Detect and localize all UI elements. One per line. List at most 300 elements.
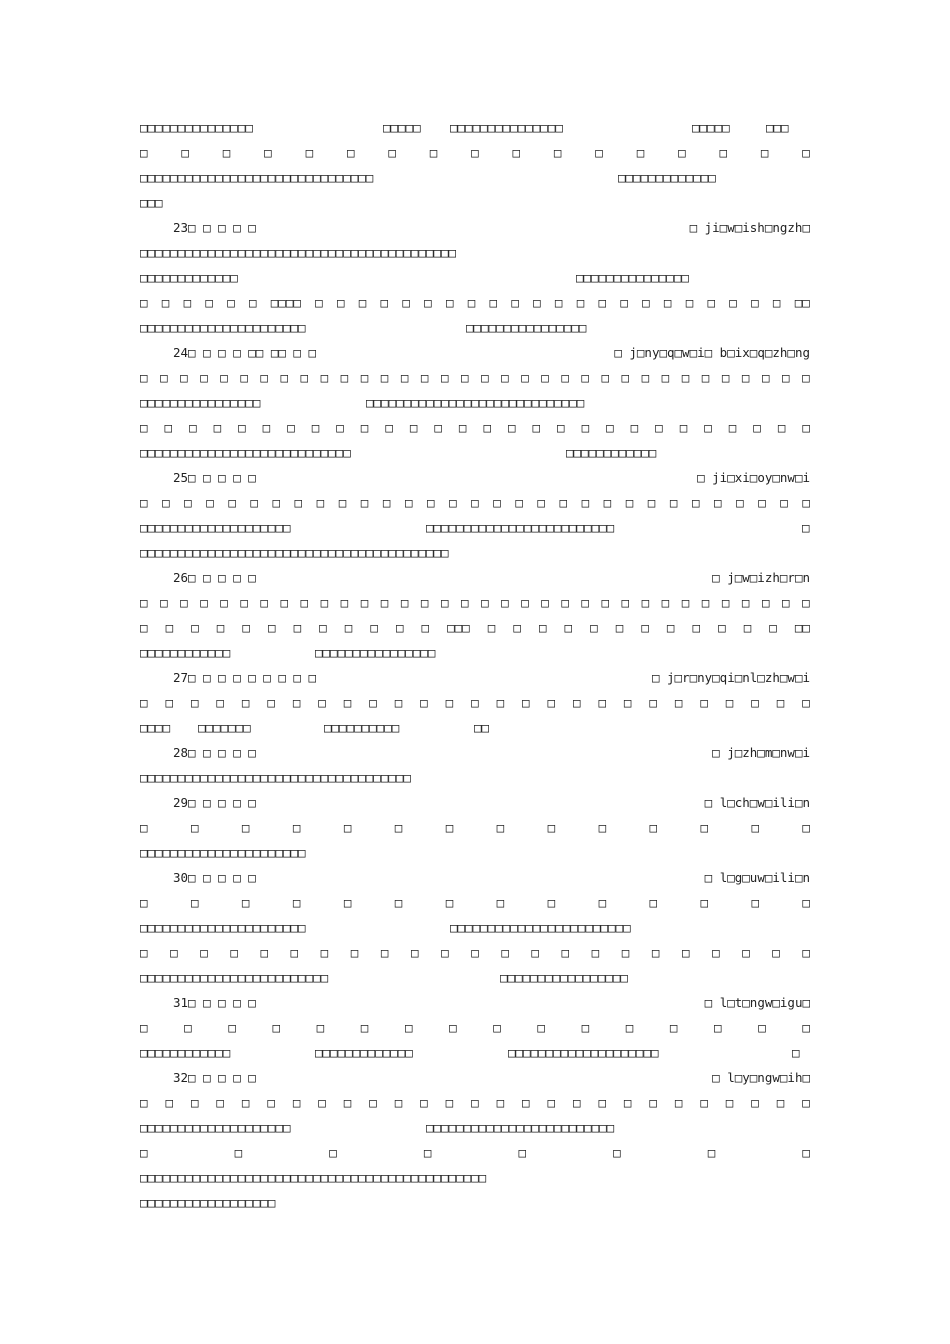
entry-pinyin: □ j□r□ny□qi□nl□zh□w□i [651,670,810,685]
glyph: □ [260,945,268,960]
glyph: □ [712,945,720,960]
entry-pinyin: □ j□ny□q□w□i□ b□ix□q□zh□ng [614,345,810,360]
glyph: □ [641,370,650,385]
glyph: □ [590,620,598,635]
glyph: □ [440,595,449,610]
glyph: □ [681,945,690,960]
glyph: □ [445,1095,454,1110]
glyph: □ [292,695,301,710]
glyph: □ [621,595,630,610]
glyph: □ [496,1095,505,1110]
glyph: □ [802,595,810,610]
glyph: □ [140,1095,148,1110]
glyph: □ [553,145,562,160]
glyph: □ [140,895,148,910]
glyph: □ [311,420,320,435]
entry-pinyin: □ j□w□izh□r□n [712,570,810,585]
glyph: □ [293,620,302,635]
text-line-spread [140,818,810,838]
glyph: □ [518,1145,527,1160]
glyph: □ [557,420,565,435]
glyph: □ [305,145,314,160]
glyph: □ [701,370,710,385]
glyph: □ [581,495,590,510]
text-line-spread [140,418,810,438]
glyph: □ [572,695,581,710]
glyph: □ [501,370,509,385]
glyph: □ [541,595,549,610]
glyph: □ [180,370,188,385]
entry-number: 26□ □ □ □ □ [173,570,256,585]
glyph: □ [725,1095,734,1110]
glyph: □ [725,695,734,710]
text-line: □□□□□□□□□□□□□□□□□□□□□□ □□□□□□□□□□□□□□□□□□□□□□□□ [140,920,631,935]
glyph: □ [300,370,309,385]
glyph: □ [434,420,442,435]
glyph: □ [802,495,810,510]
glyph: □ [532,420,541,435]
text-line: □□□□□□□□□□□□□□□□□□□□ □□□□□□□□□□□□□□□□□□□□□□□□□ □ [140,520,810,535]
glyph: □ [320,945,329,960]
text-line: □□□□□□□□□□□□□□□□□□□□□□□□□□□□ □□□□□□□□□□□□ [140,445,657,460]
glyph: □ [674,1095,683,1110]
glyph: □ [260,370,268,385]
glyph: □ [481,595,489,610]
glyph: □ [445,895,454,910]
glyph: □ [344,620,353,635]
glyph: □ [140,495,148,510]
glyph: □ [572,1095,581,1110]
glyph: □ [559,495,568,510]
glyph: □ [753,420,761,435]
glyph: □ [483,420,491,435]
glyph: □ [691,495,700,510]
glyph: □ [294,495,303,510]
glyph: □ [184,495,192,510]
entry-pinyin: □ l□t□ngw□igu□ [704,995,810,1010]
glyph: □ [606,420,614,435]
glyph: □ [669,495,678,510]
glyph: □ [630,420,639,435]
glyph: □ [267,620,276,635]
glyph: □ [471,495,479,510]
glyph: □ [649,820,658,835]
glyph: □ [240,370,248,385]
entry-number: 30□ □ □ □ □ [173,870,256,885]
glyph: □ [343,895,352,910]
glyph: □ [581,370,589,385]
glyph: □ [140,295,148,310]
glyph: □ [714,495,722,510]
glyph: □ [772,945,780,960]
glyph: □ [140,1020,148,1035]
glyph: □ [240,595,248,610]
glyph: □ [802,820,810,835]
glyph: □ [701,595,710,610]
glyph: □ [489,295,498,310]
glyph: □ [267,1095,275,1110]
glyph: □ [700,820,709,835]
glyph: □ [471,1095,479,1110]
glyph: □ [661,595,670,610]
glyph: □ [382,495,391,510]
glyph: □ [189,420,197,435]
glyph: □ [728,420,737,435]
glyph: □ [704,420,712,435]
glyph: □ [421,620,430,635]
glyph: □ [685,295,694,310]
glyph: □ [595,145,603,160]
text-line-spread [140,1093,810,1113]
glyph: □ [802,1145,810,1160]
glyph: □ [742,945,750,960]
glyph: □ [561,595,569,610]
glyph: □ [420,370,429,385]
glyph: □ [681,370,690,385]
glyph: □ [165,1095,173,1110]
glyph: □ [358,295,367,310]
glyph: □ [262,420,271,435]
glyph: □ [591,945,600,960]
glyph: □ [512,145,521,160]
glyph: □ [547,695,556,710]
glyph: □ [316,495,325,510]
glyph: □ [404,495,413,510]
glyph: □ [190,895,199,910]
glyph: □ [655,420,663,435]
glyph: □ [410,945,419,960]
glyph: □ [230,945,238,960]
glyph: □ [336,295,345,310]
glyph: □ [400,595,409,610]
glyph: □ [496,895,505,910]
text-line: □□□□□□□□□□□□□□□□□□□□□□□□□□□□□□□□□□□□□□□□□□□□□□ [140,1170,487,1185]
glyph: □ [242,620,250,635]
glyph: □ [170,945,178,960]
glyph: □□ [794,620,810,635]
entry-27-heading [140,668,810,688]
glyph: □ [343,1095,352,1110]
glyph: □ [360,370,369,385]
glyph: □ [200,945,208,960]
glyph: □ [581,420,590,435]
glyph: □ [758,1020,766,1035]
glyph: □ [760,145,769,160]
entry-number: 24□ □ □ □ □□ □□ □ □ [173,345,316,360]
glyph: □ [700,1095,708,1110]
glyph: □ [615,620,624,635]
glyph: □ [620,295,628,310]
glyph: □ [598,895,607,910]
entry-24-heading [140,343,810,363]
glyph: □ [440,370,449,385]
glyph: □ [541,370,549,385]
glyph: □ [669,1020,678,1035]
glyph: □ [222,145,231,160]
text-line: □□□□ □□□□□□□ □□□□□□□□□□ □□ [140,720,490,735]
glyph: □ [776,695,785,710]
glyph: □ [729,295,737,310]
glyph: □ [601,370,609,385]
glyph: □ [140,420,148,435]
glyph: □ [501,595,509,610]
entry-31-heading [140,993,810,1013]
glyph: □ [802,895,810,910]
glyph: □ [647,495,656,510]
glyph: □ [394,895,403,910]
text-line: □□□□□□□□□□□□□ □□□□□□□□□□□□□□□ [140,270,689,285]
glyph: □ [598,1095,606,1110]
glyph: □ [213,420,222,435]
glyph: □ [700,695,708,710]
glyph: □ [751,1095,759,1110]
glyph: □ [802,370,810,385]
glyph: □ [461,370,469,385]
text-line: □□□□□□□□□□□□□□□□□□□□□□ □□□□□□□□□□□□□□□□ [140,320,587,335]
glyph: □ [241,695,250,710]
glyph: □ [636,145,645,160]
glyph: □ [719,145,727,160]
glyph: □ [802,945,810,960]
glyph: □ [220,370,228,385]
glyph: □ [420,595,429,610]
text-line: □□□ [140,195,163,210]
glyph: □ [547,895,556,910]
glyph: □ [623,1095,632,1110]
entry-30-heading [140,868,810,888]
text-line: □□□□□□□□□□□□□□□□ □□□□□□□□□□□□□□□□□□□□□□□□□□□□□ [140,395,585,410]
glyph: □ [471,145,479,160]
glyph: □ [318,695,326,710]
glyph: □ [471,695,479,710]
glyph: □ [369,695,377,710]
glyph: □ [267,695,275,710]
text-line-spread [140,368,810,388]
text-line: □□□□□□□□□□□□□□□□□□□□□□□□□□□□□□□□□□□□ [140,770,411,785]
glyph: □ [343,695,352,710]
glyph: □ [190,820,199,835]
glyph: □ [661,370,670,385]
glyph: □ [264,145,272,160]
glyph: □ [423,1145,432,1160]
glyph: □ [481,370,489,385]
glyph: □ [287,420,295,435]
entry-number: 29□ □ □ □ □ [173,795,256,810]
text-line: □□□□□□□□□□□□□□□□□□□□□□□□□□□□□□□□□□□□□□□□□□ [140,245,457,260]
glyph: □ [751,895,759,910]
glyph: □ [369,1095,377,1110]
glyph: □ [272,495,280,510]
glyph: □ [318,1095,326,1110]
glyph: □ [320,595,329,610]
glyph: □ [360,420,369,435]
glyph: □ [445,295,454,310]
glyph: □ [547,1095,556,1110]
glyph: □ [554,295,563,310]
glyph: □ [445,695,454,710]
glyph: □□□□ [270,295,301,310]
glyph: □ [190,1095,199,1110]
glyph: □ [216,695,224,710]
glyph: □ [241,895,250,910]
glyph: □ [183,295,192,310]
glyph: □ [280,370,288,385]
glyph: □ [547,820,556,835]
text-line-spread [140,943,810,963]
glyph: □ [385,420,393,435]
glyph: □ [190,695,199,710]
entry-25-heading [140,468,810,488]
glyph: □ [388,145,396,160]
glyph: □ [216,1095,224,1110]
glyph: □ [162,495,170,510]
glyph: □ [761,595,770,610]
glyph: □ [741,595,750,610]
glyph: □ [769,620,777,635]
entry-pinyin: □ j□zh□m□nw□i [712,745,810,760]
glyph: □ [216,620,225,635]
glyph: □ [272,1020,280,1035]
glyph: □ [649,695,657,710]
text-line: □□□□□□□□□□□□□□□□□□□□□□□□□□□□□□□ □□□□□□□□□□□□□ [140,170,716,185]
glyph: □ [496,820,505,835]
glyph: □ [180,595,188,610]
glyph: □ [649,1095,657,1110]
glyph: □ [678,145,686,160]
text-line: □□□□□□□□□□□□□□□ □□□□□ □□□□□□□□□□□□□□□ □□□□□ □□□ [140,120,789,135]
glyph: □ [641,595,650,610]
glyph: □ [623,695,632,710]
glyph: □ [370,620,378,635]
glyph: □ [184,1020,192,1035]
text-line: □□□□□□□□□□□□□□□□□□□□□□□□□□□□□□□□□□□□□□□□□ [140,545,449,560]
glyph: □ [429,145,438,160]
glyph: □ [402,295,410,310]
text-line: □□□□□□□□□□□□□□□□□□□□□□ [140,845,306,860]
glyph: □ [521,595,529,610]
glyph: □ [642,295,650,310]
text-line-spread [140,893,810,913]
glyph: □ [316,1020,325,1035]
entry-29-heading [140,793,810,813]
entry-pinyin: □ ji□xi□oy□nw□i [697,470,810,485]
glyph: □ [140,370,148,385]
glyph: □ [140,1145,148,1160]
text-line: □□□□□□□□□□□□□□□□□□□□ □□□□□□□□□□□□□□□□□□□□□□□□□ [140,1120,615,1135]
glyph: □ [538,620,547,635]
glyph: □ [395,620,404,635]
glyph: □ [205,295,213,310]
glyph: □ [679,420,688,435]
glyph: □ [380,595,389,610]
glyph: □ [140,620,148,635]
glyph: □ [782,370,790,385]
glyph: □ [140,820,148,835]
glyph: □ [613,1145,621,1160]
glyph: □ [191,620,199,635]
glyph: □ [598,295,607,310]
entry-number: 23□ □ □ □ □ [173,220,256,235]
glyph: □ [564,620,573,635]
glyph: □ [409,420,418,435]
text-line: □□□□□□□□□□□□□□□□□□□□□□□□□ □□□□□□□□□□□□□□□□□ [140,970,628,985]
glyph: □ [160,370,168,385]
glyph: □ [320,370,329,385]
glyph: □ [400,370,409,385]
glyph: □ [802,420,810,435]
glyph: □ [360,595,369,610]
glyph: □ [521,370,529,385]
glyph: □ [200,370,208,385]
glyph: □ [496,695,505,710]
glyph: □ [360,1020,369,1035]
glyph: □ [741,370,750,385]
glyph: □ [625,495,634,510]
glyph: □ [598,820,607,835]
glyph: □ [329,1145,337,1160]
glyph: □ [561,370,569,385]
glyph: □ [493,1020,501,1035]
glyph: □ [700,895,709,910]
glyph: □ [533,295,541,310]
glyph: □ [458,420,467,435]
glyph: □ [663,295,672,310]
glyph: □ [581,1020,590,1035]
glyph: □ [449,1020,457,1035]
glyph: □ [248,295,257,310]
glyph: □ [777,420,786,435]
glyph: □ [507,420,516,435]
glyph: □ [641,620,649,635]
glyph: □ [501,945,509,960]
glyph: □ [140,945,148,960]
glyph: □ [441,945,449,960]
entry-32-heading [140,1068,810,1088]
glyph: □ [394,820,403,835]
glyph: □ [350,945,359,960]
glyph: □ [394,695,403,710]
glyph: □ [471,945,479,960]
glyph: □ [714,1020,722,1035]
glyph: □ [603,495,612,510]
entry-pinyin: □ ji□w□ish□ngzh□ [689,220,810,235]
glyph: □ [338,495,347,510]
glyph: □ [380,945,389,960]
glyph: □ [238,420,246,435]
entry-number: 28□ □ □ □ □ [173,745,256,760]
glyph: □ [651,945,660,960]
glyph: □ [420,1095,428,1110]
text-line: □□□□□□□□□□□□□□□□□□ [140,1195,276,1210]
glyph: □ [772,295,781,310]
glyph: □ [681,595,690,610]
entry-number: 32□ □ □ □ □ [173,1070,256,1085]
glyph: □ [522,1095,530,1110]
glyph: □ [292,820,301,835]
glyph: □ [336,420,344,435]
glyph: □ [343,820,352,835]
glyph: □ [292,895,301,910]
entry-pinyin: □ l□g□uw□ili□n [704,870,810,885]
glyph: □ [802,695,810,710]
glyph: □ [380,295,389,310]
glyph: □ [598,695,606,710]
text-line-spread [140,693,810,713]
glyph: □□□ [447,620,470,635]
glyph: □ [513,620,521,635]
glyph: □ [515,495,523,510]
glyph: □ [228,495,236,510]
